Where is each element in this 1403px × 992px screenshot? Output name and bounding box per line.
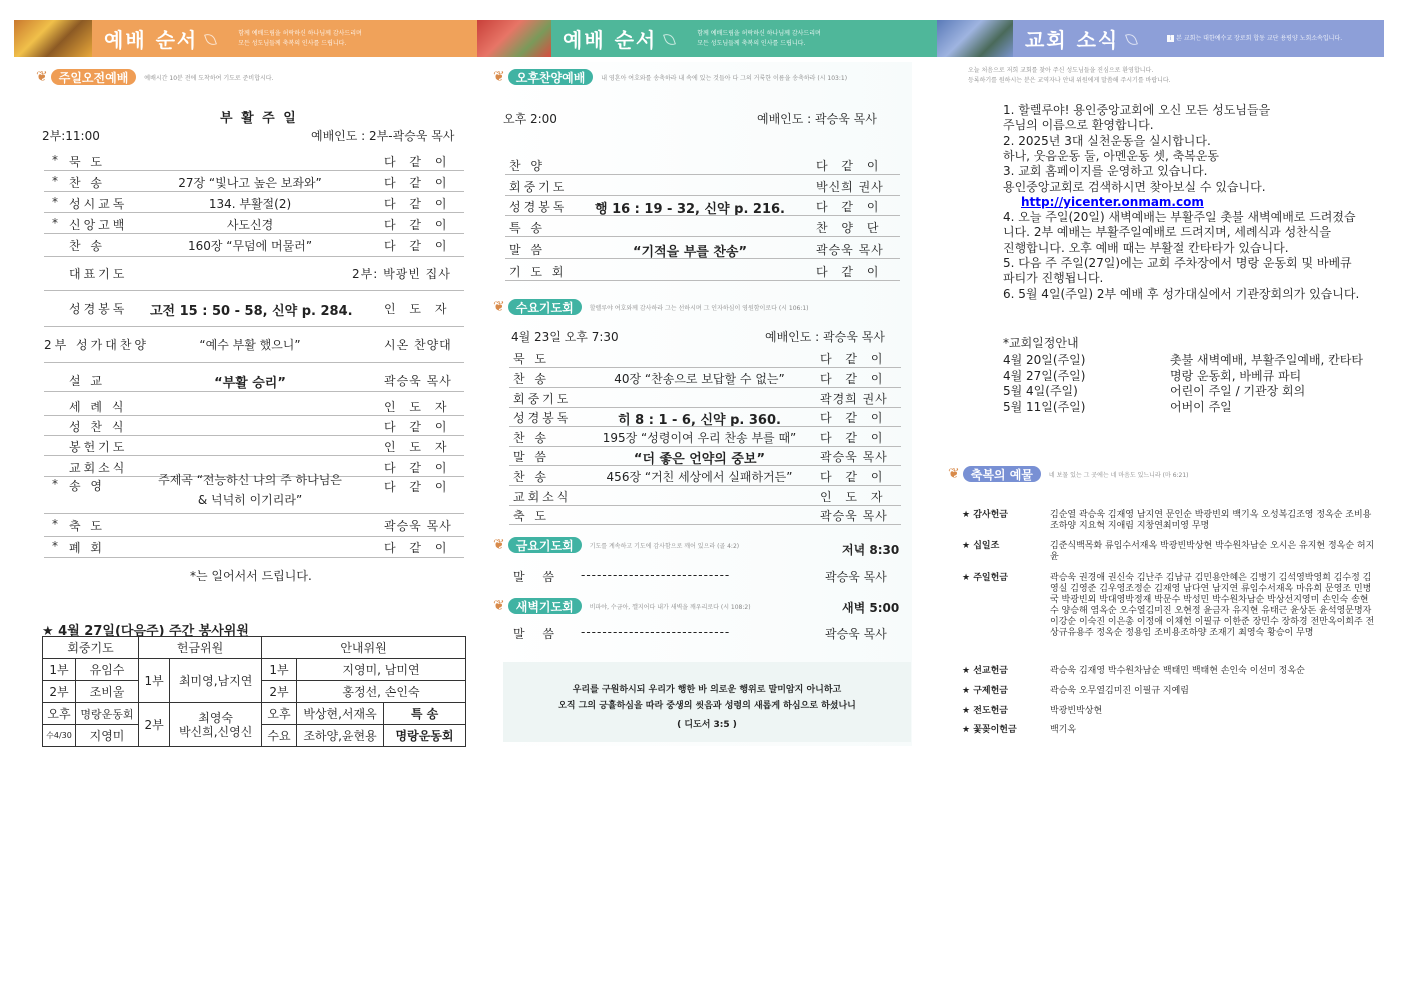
- section-wednesday: [493, 298, 913, 316]
- order-item-name: 신앙고백: [69, 218, 128, 232]
- schedule-date: 4월 20일(주일): [1003, 353, 1086, 367]
- leaf-icon: ❦: [493, 598, 505, 614]
- table-cell: 유임수: [76, 659, 139, 681]
- order-item-name: 축 도: [69, 519, 105, 533]
- offering-names: 곽승욱 권경애 권신숙 김난주 김남규 김민용안혜은 김병기 김석영박영희 김수정 김영실 김영준 김우영조정순 김재영 남다연 남지연 류임수서재옥 마유희 문영조 민병국 박광빈외 박대영박정재 박문수 박성민 박수원차남순 박상선지영미 손인숙 송현수 양승해 염옥순 오수열김미진 오현정 윤금자 유지현 유태근 윤상돈 윤석영문명자 이강순 이숙진 이은총 이정애 이채헌 이필규 이한준 장민수 장하경 전만옥이희주 전상규유용주 정옥순 정용임 조비용조하양 조재기 최영숙 황승이 무명: [1050, 573, 1375, 638]
- order-item-person: 다 같 이: [820, 372, 888, 386]
- table-header: 회중기도: [43, 637, 139, 659]
- order-item-person: 다 같 이: [384, 461, 452, 475]
- order-item-name: 찬 송: [69, 176, 105, 190]
- order-item-name: 찬 송: [69, 239, 105, 253]
- offering-type: ★ 십일조: [962, 541, 1000, 551]
- order-item-person: 다 같 이: [384, 541, 452, 555]
- wednesday-leader: 예배인도 : 곽승욱 목사: [765, 330, 885, 344]
- order-item-detail: “더 좋은 언약의 중보”: [633, 452, 766, 467]
- divider: [44, 290, 464, 291]
- order-item-detail: 사도신경: [226, 218, 274, 232]
- section-note: 할렐루야 여호와께 감사하라 그는 선하시며 그 인자하심이 영원함이로다 (시 106:1): [589, 304, 809, 312]
- schedule-title: *교회일정안내: [1003, 336, 1079, 350]
- schedule-event: 명랑 운동회, 바베큐 파티: [1170, 368, 1302, 383]
- order-item-name: 말 씀: [509, 243, 545, 257]
- table-header: 안내위원: [262, 637, 466, 659]
- banner-title: 교회 소식: [1025, 28, 1120, 52]
- star-marker: *: [52, 517, 58, 531]
- table-cell: 1부: [139, 659, 170, 703]
- order-item-detail: 고전 15 : 50 - 58, 신약 p. 284.: [150, 304, 353, 319]
- schedule-date: 4월 27일(주일): [1003, 368, 1086, 383]
- order-item-name: 묵 도: [513, 352, 549, 366]
- order-item-person: 다 같 이: [384, 155, 452, 169]
- divider: [44, 391, 464, 392]
- dawn-speaker: 곽승욱 목사: [825, 627, 887, 641]
- star-marker: *: [52, 174, 58, 188]
- section-offering: [948, 465, 1368, 483]
- order-item-detail: “부활 승리”: [214, 376, 286, 391]
- news-line: 6. 5월 4일(주일) 2부 예배 후 성가대실에서 기관장회의가 있습니다.: [1003, 286, 1360, 301]
- divider: [505, 195, 900, 196]
- offering-names: 김준식백목화 류임수서재옥 박광빈박상현 박수원차남순 오시은 유지현 정옥순 허지윤: [1050, 541, 1375, 562]
- order-item-person: 곽경희 권사: [820, 392, 888, 406]
- dawn-time: 새벽 5:00: [842, 601, 900, 615]
- service-time: 2부:11:00: [42, 129, 100, 143]
- table-cell: 지영미: [76, 725, 139, 747]
- divider: [44, 536, 464, 537]
- order-item-name: 성시교독: [69, 197, 128, 211]
- order-item-name: 봉헌기도: [69, 440, 128, 454]
- leaf-icon: ❦: [493, 299, 505, 315]
- order-item-person: 인 도 자: [384, 440, 452, 454]
- divider: [509, 524, 901, 525]
- page-heading: 부 활 주 일: [220, 111, 298, 126]
- news-line: 진행합니다. 오후 예배 때는 부활절 칸타타가 있습니다.: [1003, 240, 1289, 255]
- order-item-name: 특 송: [509, 221, 545, 235]
- leaf-icon: ❦: [948, 466, 960, 482]
- offering-type: ★ 구제헌금: [962, 686, 1008, 696]
- friday-speaker: 곽승욱 목사: [825, 570, 887, 584]
- friday-dashes: ----------------------------: [581, 568, 731, 582]
- order-item-person: 다 같 이: [384, 480, 452, 494]
- divider: [505, 174, 900, 175]
- duty-table: [42, 636, 466, 747]
- order-item-person: 다 같 이: [820, 470, 888, 484]
- dawn-label: 말 씀: [513, 627, 554, 641]
- table-cell: 1부: [262, 659, 297, 681]
- order-item-detail: 40장 “찬송으로 보답할 수 없는”: [614, 372, 785, 386]
- leaf-icon: ❦: [36, 69, 48, 85]
- leaf-icon: [1125, 31, 1137, 47]
- section-note: 기도를 계속하고 기도에 감사함으로 깨어 있으라 (골 4:2): [589, 542, 740, 550]
- order-item-person: 다 같 이: [384, 420, 452, 434]
- star-marker: *: [52, 153, 58, 167]
- standing-note: *는 일어서서 드립니다.: [190, 569, 312, 583]
- section-note: 네 보물 있는 그 곳에는 네 마음도 있느니라 (마 6:21): [1048, 471, 1189, 479]
- divider: [509, 485, 901, 486]
- divider: [44, 362, 464, 363]
- offering-names: 김순열 곽승욱 김재영 남지연 문인순 박광빈외 백기옥 오성복김조영 정옥순 조비용조하양 지요혁 지애림 지창연최미영 무명: [1050, 510, 1372, 531]
- offering-type: ★ 전도헌금: [962, 706, 1008, 716]
- table-cell: 수4/30: [43, 725, 76, 747]
- star-marker: *: [52, 477, 58, 491]
- afternoon-time: 오후 2:00: [503, 112, 557, 126]
- news-line: 5. 다음 주 주일(27일)에는 교회 주차장에서 명랑 운동회 및 바베큐: [1003, 255, 1352, 270]
- order-item-person: 다 같 이: [384, 218, 452, 232]
- divider: [44, 191, 464, 192]
- order-item-name: 찬 송: [513, 372, 549, 386]
- order-item-person: 곽승욱 목사: [820, 450, 888, 464]
- star-marker: *: [52, 195, 58, 209]
- table-cell: 특 송: [384, 703, 466, 725]
- banner-subtitle: 함께 예배드림을 허락하신 하나님께 감사드리며 모든 성도님들께 축복의 인사를 드립니다.: [697, 29, 821, 47]
- order-item-detail: 행 16 : 19 - 32, 신약 p. 216.: [594, 202, 785, 217]
- news-line: 용인중앙교회로 검색하시면 찾아보실 수 있습니다.: [1003, 179, 1266, 194]
- offering-names: 곽승욱 김재영 박수원차남순 백태민 백태현 손인숙 이선미 정옥순: [1050, 666, 1305, 676]
- table-cell: 명랑운동회: [384, 725, 466, 747]
- section-label: 오후찬양예배: [508, 69, 594, 85]
- section-note: 예배시간 10분 전에 도착하여 기도로 준비합시다.: [144, 74, 274, 82]
- table-cell: 지영미, 남미연: [297, 659, 466, 681]
- order-item-name: 설 교: [69, 374, 105, 388]
- divider: [505, 236, 900, 237]
- table-cell: 1부: [43, 659, 76, 681]
- order-item-person: 박신희 권사: [816, 180, 884, 194]
- order-item-detail: 160장 “무덤에 머물러”: [187, 239, 313, 253]
- order-item-name: 송 영: [69, 479, 105, 493]
- dawn-dashes: ----------------------------: [581, 625, 731, 639]
- divider: [509, 446, 901, 447]
- divider: [44, 415, 464, 416]
- divider: [44, 435, 464, 436]
- right-banner: [1013, 20, 1384, 57]
- friday-label: 말 씀: [513, 570, 554, 584]
- news-line: 니다. 2부 예배는 부활주일예배로 드려지며, 세례식과 성찬식을: [1003, 225, 1331, 240]
- table-cell: 오후: [43, 703, 76, 725]
- order-item-person: 다 같 이: [384, 197, 452, 211]
- order-item-person: 인 도 자: [820, 490, 888, 504]
- leaf-icon: ❦: [493, 69, 505, 85]
- divider: [44, 557, 464, 558]
- news-line: 2. 2025년 3대 실천운동을 실시합니다.: [1003, 133, 1211, 148]
- order-item-detail: 195장 “성령이여 우리 찬송 부를 때”: [602, 431, 797, 445]
- news-line: 하나, 웃음운동 둘, 아멘운동 셋, 축복운동: [1003, 148, 1219, 163]
- divider: [509, 426, 901, 427]
- order-item-name: 성경봉독: [513, 411, 572, 425]
- order-item-detail: “예수 부활 했으니”: [199, 338, 301, 352]
- table-cell: 수요: [262, 725, 297, 747]
- service-leader: 예배인도 : 2부-곽승욱 목사: [311, 129, 455, 143]
- welcome-note: 오늘 처음으로 저희 교회를 찾아 주신 성도님들을 진심으로 환영합니다. 등록하기를 원하시는 분은 교역자나 안내 위원에게 말씀해 주시기를 바랍니다.: [968, 67, 1171, 84]
- order-item-detail: “기적을 부를 찬송”: [632, 245, 748, 260]
- order-item-person: 인 도 자: [384, 400, 452, 414]
- divider: [505, 258, 900, 259]
- offering-type: ★ 주일헌금: [962, 573, 1008, 583]
- order-item-person: 곽승욱 목사: [820, 509, 888, 523]
- info-icon: i: [1167, 35, 1174, 42]
- divider: [509, 505, 901, 506]
- order-item-name: 교회소식: [69, 461, 128, 475]
- offering-names: 박광빈박상현: [1050, 706, 1103, 716]
- divider: [505, 215, 900, 216]
- schedule-event: 어린이 주일 / 기관장 회의: [1170, 384, 1306, 398]
- order-item-name: 기 도 회: [509, 265, 567, 279]
- order-item-person: 다 같 이: [816, 159, 884, 173]
- news-line: 주님의 이름으로 환영합니다.: [1003, 118, 1154, 133]
- divider: [509, 407, 901, 408]
- order-item-person: 곽승욱 목사: [384, 374, 452, 388]
- star-marker: *: [52, 216, 58, 230]
- banner-title: 예배 순서: [563, 28, 658, 52]
- news-line: 파티가 진행됩니다.: [1003, 271, 1104, 286]
- schedule-date: 5월 11일(주일): [1003, 399, 1086, 414]
- order-item-name: 성 찬 식: [69, 420, 127, 434]
- schedule-event: 어버이 주일: [1170, 399, 1232, 414]
- offering-names: 곽승욱 오무열김미진 이필규 지예림: [1050, 686, 1189, 696]
- news-line: 3. 교회 홈페이지를 운영하고 있습니다.: [1003, 164, 1208, 179]
- schedule-date: 5월 4일(주일): [1003, 384, 1078, 398]
- table-cell: 2부: [139, 703, 170, 747]
- order-item-name: 찬 송: [513, 431, 549, 445]
- middle-banner: [551, 20, 937, 57]
- order-item-name: 폐 회: [69, 541, 105, 555]
- table-cell: 조하양,윤현용: [297, 725, 384, 747]
- flower-photo: [14, 20, 92, 57]
- scripture-quote: 우리를 구원하시되 우리가 행한 바 의로운 행위로 말미암지 아니하고 오직 그의 긍휼하심을 따라 중생의 씻음과 성령의 새롭게 하심으로 하셨나니 ( 디도서 3:5 ): [503, 662, 911, 742]
- table-cell: 최영숙 박신희,신영신: [170, 703, 262, 747]
- divider: [44, 455, 464, 456]
- order-item-name: 묵 도: [69, 155, 105, 169]
- table-header: 헌금위원: [139, 637, 262, 659]
- divider: [44, 233, 464, 234]
- star-marker: *: [52, 539, 58, 553]
- banner-title: 예배 순서: [104, 28, 199, 52]
- table-cell: 조비울: [76, 681, 139, 703]
- table-cell: 오후: [262, 703, 297, 725]
- homepage-link[interactable]: http://yicenter.onmam.com: [1021, 195, 1204, 209]
- divider: [44, 513, 464, 514]
- divider: [44, 170, 464, 171]
- offering-type: ★ 감사헌금: [962, 510, 1008, 520]
- offering-type: ★ 선교헌금: [962, 666, 1008, 676]
- order-item-name: 대표기도: [69, 267, 128, 281]
- order-item-detail: 히 8 : 1 - 6, 신약 p. 360.: [618, 413, 781, 428]
- order-item-person: 시온 찬양대: [384, 338, 452, 352]
- table-cell: 2부: [262, 681, 297, 703]
- order-item-detail: 27장 “빛나고 높은 보좌와”: [178, 176, 322, 190]
- leaf-icon: [204, 31, 216, 47]
- order-item-name: 세 례 식: [69, 400, 127, 414]
- offering-type: ★ 꽃꽂이헌금: [962, 725, 1017, 735]
- order-item-person: 곽승욱 목사: [384, 519, 452, 533]
- table-cell: 홍정선, 손인숙: [297, 681, 466, 703]
- divider: [505, 280, 900, 281]
- order-item-person: 찬 양 단: [816, 221, 884, 235]
- order-item-name: 말 씀: [513, 450, 549, 464]
- order-item-name: 회중기도: [509, 180, 568, 194]
- order-item-person: 다 같 이: [384, 176, 452, 190]
- section-note: 내 영혼아 여호와를 송축하라 내 속에 있는 것들아 다 그의 거룩한 이름을 송축하라 (시 103:1): [601, 74, 848, 82]
- order-item-person: 다 같 이: [820, 431, 888, 445]
- news-line: 4. 오늘 주일(20일) 새벽예배는 부활주일 촛불 새벽예배로 드려졌습: [1003, 210, 1356, 224]
- order-item-person: 다 같 이: [820, 352, 888, 366]
- order-item-detail: 주제곡 “전능하신 나의 주 하나님은: [158, 473, 342, 487]
- order-item-detail: & 넉넉히 이기리라”: [197, 493, 303, 507]
- order-item-name: 성경봉독: [69, 302, 128, 316]
- duty-title: ★ 4월 27일(다음주) 주간 봉사위원: [42, 624, 249, 639]
- section-note: 비파야, 수금아, 깰지어다 내가 새벽을 깨우리로다 (시 108:2): [589, 603, 751, 611]
- section-label: 주일오전예배: [51, 69, 137, 85]
- leaf-icon: ❦: [493, 537, 505, 553]
- table-cell: 박상현,서재옥: [297, 703, 384, 725]
- section-afternoon: [493, 68, 913, 86]
- order-item-name: 찬 양: [509, 159, 545, 173]
- divider: [509, 465, 901, 466]
- order-item-person: 인 도 자: [384, 302, 452, 316]
- order-item-name: 성경봉독: [509, 200, 568, 214]
- table-cell: 최미영,남지연: [170, 659, 262, 703]
- order-item-name: 2부 성가대찬양: [44, 338, 150, 352]
- order-item-person: 다 같 이: [384, 239, 452, 253]
- order-item-name: 교회소식: [513, 490, 572, 504]
- order-item-name: 축 도: [513, 509, 549, 523]
- order-item-person: 다 같 이: [816, 265, 884, 279]
- order-item-name: 찬 송: [513, 470, 549, 484]
- schedule-event: 촛불 새벽예배, 부활주일예배, 칸타타: [1170, 353, 1363, 367]
- section-label: 축복의 예물: [963, 466, 1041, 482]
- divider: [44, 326, 464, 327]
- banner-subtitle: 함께 예배드림을 허락하신 하나님께 감사드리며 모든 성도님들께 축복의 인사를 드립니다.: [238, 29, 362, 47]
- order-item-person: 다 같 이: [816, 200, 884, 214]
- table-cell: 2부: [43, 681, 76, 703]
- friday-time: 저녁 8:30: [842, 543, 900, 557]
- wednesday-time: 4월 23일 오후 7:30: [511, 330, 619, 344]
- divider: [44, 212, 464, 213]
- section-label: 수요기도회: [508, 299, 582, 315]
- order-item-person: 다 같 이: [820, 411, 888, 425]
- divider: [509, 367, 901, 368]
- order-item-detail: 134. 부활절(2): [208, 197, 292, 211]
- flower-photo: [937, 20, 1013, 57]
- order-item-person: 2부: 박광빈 집사: [352, 267, 451, 281]
- news-line: 1. 할렐루야! 용인중앙교회에 오신 모든 성도님들을: [1003, 103, 1271, 117]
- table-cell: 명랑운동회: [76, 703, 139, 725]
- order-item-detail: 456장 “거친 세상에서 실패하거든”: [606, 470, 793, 484]
- afternoon-leader: 예배인도 : 곽승욱 목사: [757, 112, 877, 126]
- divider: [44, 256, 464, 257]
- section-sunday-morning: [36, 68, 464, 86]
- section-label: 새벽기도회: [508, 598, 582, 614]
- offering-names: 백기옥: [1050, 725, 1077, 735]
- order-item-person: 곽승욱 목사: [816, 243, 884, 257]
- left-banner: [92, 20, 477, 57]
- leaf-icon: [663, 31, 675, 47]
- banner-subtitle: i 본 교회는 대한예수교 장로회 합동 교단 용평양 노회소속입니다.: [1167, 34, 1342, 44]
- divider: [509, 387, 901, 388]
- flower-photo: [477, 20, 551, 57]
- section-label: 금요기도회: [508, 537, 582, 553]
- order-item-name: 회중기도: [513, 392, 572, 406]
